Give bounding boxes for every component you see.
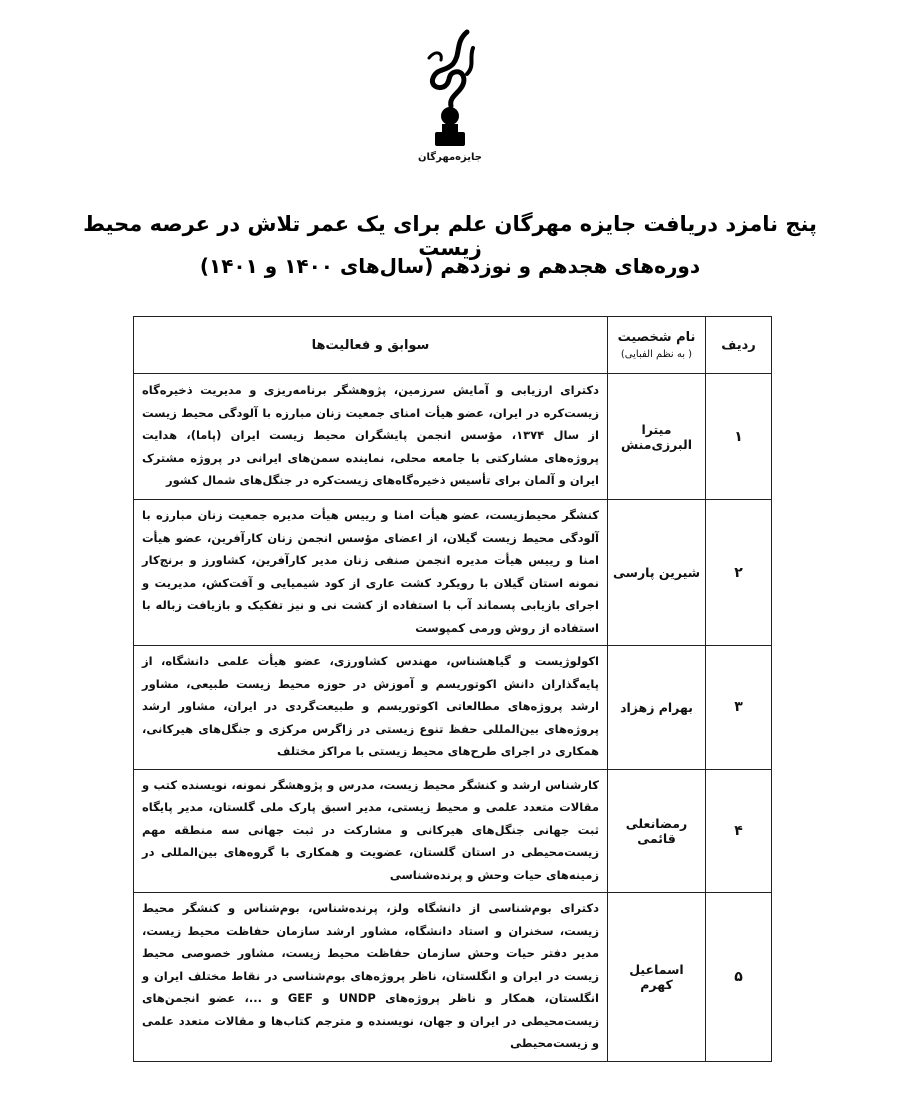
page-subtitle: دوره‌های هجدهم و نوزدهم (سال‌های ۱۴۰۰ و ۱۴۰۱) [199,254,701,278]
row-activities: دکترای بوم‌شناسی از دانشگاه ولز، پرنده‌شناس، بوم‌شناس و کنشگر محیط زیست، سخنران و استاد دانشگاه، مشاور ارشد سازمان حفاظت محیط زیست، مدیر دفتر حیات وحش سازمان حفاظت محیط زیست، مشاور خصوصی محیط زیست در ایران و انگلستان، ناظر پروژه‌های بوم‌شناسی در نقاط مختلف ایران و انگلستان، همکار و ناظر پروژه‌های UNDP و GEF و ...، عضو انجمن‌های زیست‌محیطی در ایران و جهان، نویسنده و مترجم کتاب‌ها و مقالات متعدد علمی و زیست‌محیطی [134,893,608,1062]
row-activities: اکولوژیست و گیاهشناس، مهندس کشاورزی، عضو هیأت علمی دانشگاه، از پایه‌گذاران دانش اکوتوریسم و آموزش در حوزه محیط زیست طبیعی، مشاور ارشد پروژه‌های مطالعاتی اکوتوریسم و طبیعت‌گردی در ایران، مشاور ارشد پروژه‌های بین‌المللی حفظ تنوع زیستی در زاگرس مرکزی و جنگل‌های هیرکانی، همکاری در اجرای طرح‌های محیط زیستی با مراکز مختلف [134,646,608,770]
table-row [134,769,772,893]
row-index: ۱ [706,374,772,500]
header-name-label: نام شخصیت [617,330,696,345]
mehregan-trophy-icon [415,28,485,150]
nominees-table [133,316,772,1062]
logo [405,28,495,178]
page-title: پنج نامزد دریافت جایزه مهرگان علم برای یک عمر تلاش در عرصه محیط زیست [83,212,817,260]
row-activities: کنشگر محیط‌زیست، عضو هیأت امنا و رییس هیأت مدیره جمعیت زنان مبارزه با آلودگی محیط زیست گیلان، از اعضای مؤسس انجمن زنان کارآفرین، عضو هیأت امنا و رییس هیأت مدیره انجمن صنفی زنان مدیر کارآفرین، کشاورز و برنج‌کار نمونه استان گیلان با رویکرد کشت عاری از کود شیمیایی و آفت‌کش، مدیریت و اجرای بازیابی پسماند آب با استفاده از کشت نی و نیز تفکیک و بازیافت زباله با استفاده از روش ورمی کمپوست [134,500,608,646]
row-name: رمضانعلی قائمی [608,769,706,893]
table-row [134,893,772,1062]
table-header-row [134,317,772,374]
row-activities: دکترای ارزیابی و آمایش سرزمین، پژوهشگر برنامه‌ریزی و مدیریت ذخیره‌گاه زیست‌کره در ایران، عضو هیأت امنای جمعیت زنان مبارزه با آلودگی محیط زیست از سال ۱۳۷۴، مؤسس انجمن پایشگران محیط زیست ایران (پاما)، هدایت پروژه‌های مشارکتی با جامعه محلی، نماینده سمن‌های ایرانی در پروژه مشترک ایران و آلمان برای تأسیس ذخیره‌گاه‌های زیست‌کره در جنگل‌های شمال کشور [134,374,608,500]
header-activities: سوابق و فعالیت‌ها [134,317,608,374]
row-index: ۲ [706,500,772,646]
row-name: شیرین پارسی [608,500,706,646]
row-index: ۳ [706,646,772,770]
row-name: بهرام زهزاد [608,646,706,770]
row-name: اسماعیل کهرم [608,893,706,1062]
header-name [608,317,706,374]
logo-caption: جایزه‌مهرگان [418,152,482,163]
header-index: ردیف [706,317,772,374]
row-index: ۴ [706,769,772,893]
header-name-note: ( به نظم الفبایی) [620,349,693,360]
table-row [134,646,772,770]
table-row [134,374,772,500]
table-row [134,500,772,646]
row-index: ۵ [706,893,772,1062]
row-activities: کارشناس ارشد و کنشگر محیط زیست، مدرس و پژوهشگر نمونه، نویسنده کتب و مقالات متعدد علمی و محیط زیستی، مدیر اسبق پارک ملی گلستان، مدیر پایگاه ثبت جهانی جنگل‌های هیرکانی و مشارکت در ثبت جهانی سه منطقه مهم زیست‌محیطی در استان گلستان، عضویت و همکاری با گروه‌های بین‌المللی در زمینه‌های حیات وحش و پرنده‌شناسی [134,769,608,893]
row-name: میترا البرزی‌منش [608,374,706,500]
